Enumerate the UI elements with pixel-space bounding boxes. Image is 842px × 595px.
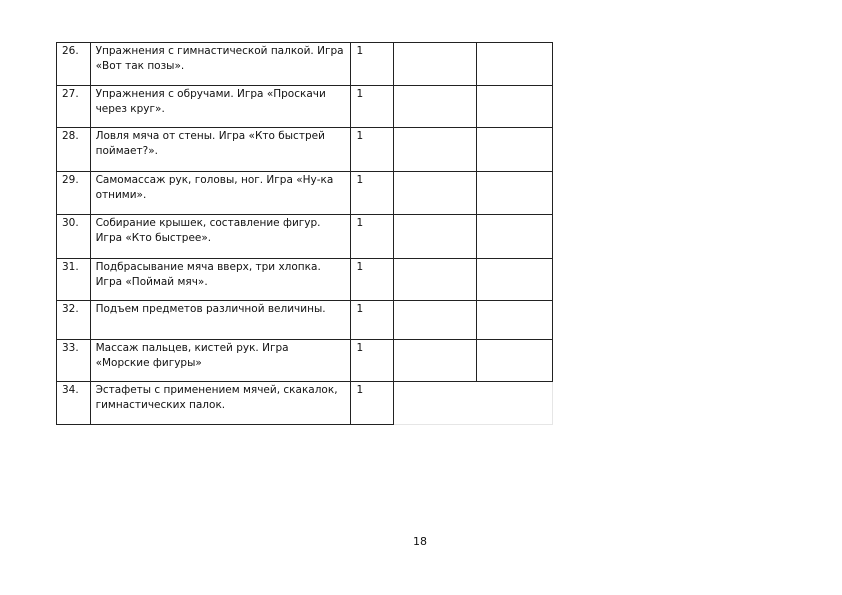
- row-number: 33.: [57, 340, 91, 382]
- empty-cell: [476, 215, 552, 259]
- lesson-title: Ловля мяча от стены. Игра «Кто быстрей поймает?».: [90, 128, 351, 172]
- lesson-title: Подбрасывание мяча вверх, три хлопка. Игра «Поймай мяч».: [90, 259, 351, 301]
- lesson-title: Массаж пальцев, кистей рук. Игра «Морские фигуры»: [90, 340, 351, 382]
- table-row: [57, 86, 553, 128]
- lesson-title: Собирание крышек, составление фигур. Игра «Кто быстрее».: [90, 215, 351, 259]
- empty-cell: [393, 215, 476, 259]
- hours-count: 1: [351, 128, 394, 172]
- table-row: [57, 340, 553, 382]
- empty-cell: [393, 128, 476, 172]
- lesson-title: Упражнения с гимнастической палкой. Игра «Вот так позы».: [90, 43, 351, 86]
- hours-count: 1: [351, 259, 394, 301]
- empty-cell: [476, 259, 552, 301]
- table-row: [57, 172, 553, 215]
- empty-merged-cell: [393, 382, 552, 425]
- empty-cell: [476, 86, 552, 128]
- empty-cell: [393, 259, 476, 301]
- row-number: 26.: [57, 43, 91, 86]
- empty-cell: [393, 301, 476, 340]
- lesson-plan-table: [56, 42, 553, 425]
- hours-count: 1: [351, 340, 394, 382]
- table-row: [57, 301, 553, 340]
- empty-cell: [476, 172, 552, 215]
- page-number: 18: [413, 535, 427, 548]
- table-row: [57, 259, 553, 301]
- hours-count: 1: [351, 215, 394, 259]
- row-number: 32.: [57, 301, 91, 340]
- lesson-title: Подъем предметов различной величины.: [90, 301, 351, 340]
- hours-count: 1: [351, 172, 394, 215]
- hours-count: 1: [351, 86, 394, 128]
- table-row: [57, 382, 553, 425]
- empty-cell: [393, 86, 476, 128]
- hours-count: 1: [351, 43, 394, 86]
- hours-count: 1: [351, 382, 394, 425]
- empty-cell: [476, 301, 552, 340]
- empty-cell: [476, 340, 552, 382]
- table-row: [57, 128, 553, 172]
- row-number: 34.: [57, 382, 91, 425]
- row-number: 27.: [57, 86, 91, 128]
- lesson-title: Эстафеты с применением мячей, скакалок, гимнастических палок.: [90, 382, 351, 425]
- lesson-title: Упражнения с обручами. Игра «Проскачи через круг».: [90, 86, 351, 128]
- row-number: 31.: [57, 259, 91, 301]
- table-row: [57, 43, 553, 86]
- row-number: 29.: [57, 172, 91, 215]
- table-row: [57, 215, 553, 259]
- empty-cell: [393, 43, 476, 86]
- lesson-title: Самомассаж рук, головы, ног. Игра «Ну-ка отними».: [90, 172, 351, 215]
- row-number: 28.: [57, 128, 91, 172]
- row-number: 30.: [57, 215, 91, 259]
- hours-count: 1: [351, 301, 394, 340]
- empty-cell: [476, 43, 552, 86]
- empty-cell: [476, 128, 552, 172]
- empty-cell: [393, 172, 476, 215]
- empty-cell: [393, 340, 476, 382]
